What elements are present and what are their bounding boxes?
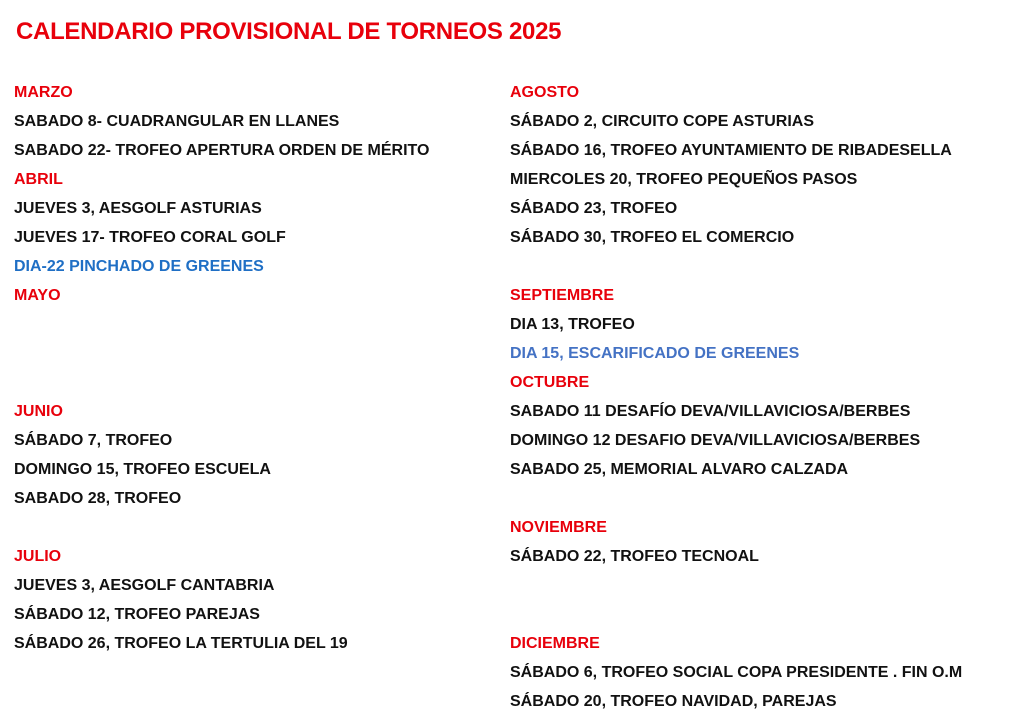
event-line: SABADO 22- TROFEO APERTURA ORDEN DE MÉRITO	[14, 142, 430, 159]
blank-line	[510, 484, 962, 513]
blank-line	[14, 368, 429, 397]
event-line: SÁBADO 23, TROFEO	[510, 200, 678, 217]
event-line: SABADO 25, MEMORIAL ALVARO CALZADA	[510, 461, 849, 478]
event-line: SABADO 28, TROFEO	[14, 490, 182, 507]
blank-line	[14, 339, 429, 368]
month-heading: NOVIEMBRE	[510, 519, 607, 536]
event-line: SÁBADO 26, TROFEO LA TERTULIA DEL 19	[14, 635, 348, 652]
event-line: JUEVES 3, AESGOLF CANTABRIA	[14, 577, 275, 594]
month-heading: OCTUBRE	[510, 374, 590, 391]
event-line: SÁBADO 12, TROFEO PAREJAS	[14, 606, 260, 623]
event-line: MIERCOLES 20, TROFEO PEQUEÑOS PASOS	[510, 171, 858, 188]
event-line: JUEVES 17- TROFEO CORAL GOLF	[14, 229, 286, 246]
blank-line	[14, 310, 429, 339]
event-line: SABADO 11 DESAFÍO DEVA/VILLAVICIOSA/BERBES	[510, 403, 911, 420]
event-line: SÁBADO 22, TROFEO TECNOAL	[510, 548, 759, 565]
event-line: SÁBADO 20, TROFEO NAVIDAD, PAREJAS	[510, 693, 837, 710]
month-heading: MAYO	[14, 287, 61, 304]
blank-line	[14, 513, 429, 542]
month-heading: MARZO	[14, 84, 73, 101]
event-line: SÁBADO 16, TROFEO AYUNTAMIENTO DE RIBADESELLA	[510, 142, 952, 159]
event-line: JUEVES 3, AESGOLF ASTURIAS	[14, 200, 262, 217]
month-heading: SEPTIEMBRE	[510, 287, 615, 304]
month-heading: ABRIL	[14, 171, 63, 188]
event-line: SÁBADO 7, TROFEO	[14, 432, 173, 449]
month-heading: DICIEMBRE	[510, 635, 600, 652]
calendar-column-left	[14, 78, 429, 658]
event-line: SABADO 8- CUADRANGULAR EN LLANES	[14, 113, 340, 130]
blank-line	[510, 252, 962, 281]
month-heading: AGOSTO	[510, 84, 580, 101]
page-title: CALENDARIO PROVISIONAL DE TORNEOS 2025	[16, 18, 562, 45]
blank-line	[510, 571, 962, 600]
month-heading: JULIO	[14, 548, 62, 565]
event-line: DOMINGO 15, TROFEO ESCUELA	[14, 461, 271, 478]
maintenance-line: DIA-22 PINCHADO DE GREENES	[14, 258, 264, 275]
event-line: SÁBADO 6, TROFEO SOCIAL COPA PRESIDENTE . FIN O.M	[510, 664, 963, 681]
event-line: SÁBADO 30, TROFEO EL COMERCIO	[510, 229, 795, 246]
month-heading: JUNIO	[14, 403, 63, 420]
event-line: DIA 13, TROFEO	[510, 316, 635, 333]
maintenance-line: DIA 15, ESCARIFICADO DE GREENES	[510, 345, 800, 362]
calendar-column-right	[510, 78, 962, 716]
blank-line	[510, 600, 962, 629]
event-line: DOMINGO 12 DESAFIO DEVA/VILLAVICIOSA/BERBES	[510, 432, 921, 449]
event-line: SÁBADO 2, CIRCUITO COPE ASTURIAS	[510, 113, 815, 130]
